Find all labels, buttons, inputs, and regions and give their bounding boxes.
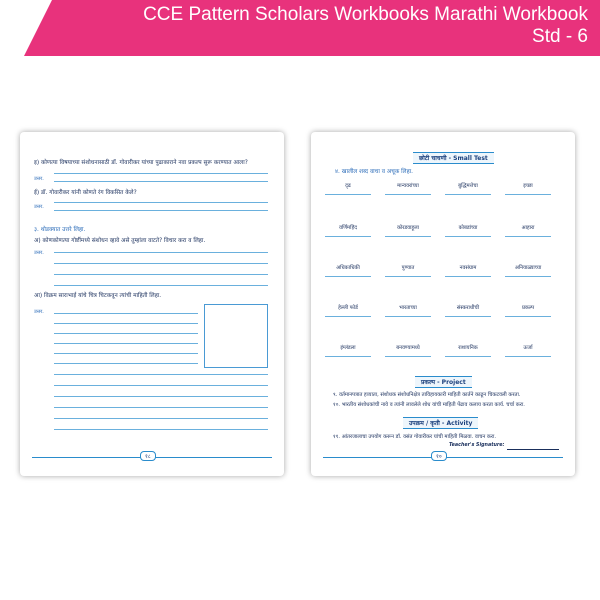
project-heading: प्रकल्प - Project <box>415 376 472 388</box>
word-item: इच्छा <box>523 183 533 189</box>
write-line <box>445 356 491 357</box>
write-line <box>325 316 371 317</box>
answer-line <box>54 385 268 386</box>
answer-line <box>54 343 198 344</box>
page-number: १८ <box>140 451 156 461</box>
answer-label: उत्तर. <box>34 250 44 256</box>
word-item: हेल्ली फोर्ड <box>338 305 358 311</box>
activity-heading: उपक्रम / कृती - Activity <box>403 417 478 429</box>
question-4: ४. खालील शब्द वाचा व अचूक लिहा. <box>335 169 414 175</box>
answer-line <box>54 374 268 375</box>
word-item: कोबडांच्या <box>458 225 478 231</box>
answer-line <box>54 363 198 364</box>
small-test-heading: छोटी चाचणी - Small Test <box>413 152 494 164</box>
answer-label: उत्तर. <box>34 176 44 182</box>
question-b: ई) डॉ. गोवारीकर यांनी कोणते रंग विकसित केले? <box>34 190 137 196</box>
answer-line <box>54 173 268 174</box>
answer-line <box>54 418 268 419</box>
write-line <box>505 316 551 317</box>
write-line <box>505 194 551 195</box>
word-item: अनियाळ्याच्या <box>514 265 542 271</box>
write-line <box>505 276 551 277</box>
write-line <box>385 236 431 237</box>
answer-line <box>54 323 198 324</box>
answer-line <box>54 263 268 264</box>
write-line <box>385 316 431 317</box>
answer-line <box>54 202 268 203</box>
write-line <box>385 356 431 357</box>
header-banner <box>0 0 600 56</box>
photo-paste-box <box>204 304 268 368</box>
answer-label: उत्तर. <box>34 204 44 210</box>
project-item: ९. वर्तमानपत्रात हव्याता, संशोधक संशोधनिक्षेत्र ताविहायकारी माहिती कार्तने काढून चिकटवली करता. <box>333 392 521 398</box>
workbook-page-left <box>20 132 284 476</box>
write-line <box>505 356 551 357</box>
write-line <box>445 194 491 195</box>
answer-line <box>54 252 268 253</box>
answer-line <box>54 285 268 286</box>
word-item: इंग्लंडला <box>340 345 356 351</box>
word-item: दृढ <box>345 183 351 189</box>
write-line <box>325 276 371 277</box>
answer-line <box>54 407 268 408</box>
word-item: संस्कराधीची <box>456 305 480 311</box>
write-line <box>445 236 491 237</box>
answer-line <box>54 181 268 182</box>
banner-title-line1: CCE Pattern Scholars Workbooks Marathi Workbook <box>143 4 588 25</box>
word-item: आहारा <box>521 225 535 231</box>
word-item: मान्यवरांच्या <box>397 183 419 189</box>
word-item: कोरडवाहूला <box>396 225 420 231</box>
write-line <box>325 236 371 237</box>
answer-line <box>54 313 198 314</box>
answer-line <box>54 396 268 397</box>
question-c: अ) कोणकोणत्या गोष्टींमध्ये संशोधन व्हावे असे तुम्हांला वाटते? विचार करा व लिहा. <box>34 238 206 244</box>
teacher-signature-label: Teacher's Signature: <box>449 443 505 448</box>
write-line <box>325 194 371 195</box>
write-line <box>325 356 371 357</box>
word-item: पुण्यात <box>401 265 415 271</box>
answer-line <box>54 210 268 211</box>
banner-title-line2: Std - 6 <box>532 26 588 47</box>
word-item: नवसंग्राम <box>459 265 477 271</box>
write-line <box>385 194 431 195</box>
word-item: भारताच्या <box>399 305 417 311</box>
section-3-title: ३. थोडक्यात उत्तरे लिहा. <box>34 227 86 233</box>
signature-line <box>507 449 559 450</box>
write-line <box>385 276 431 277</box>
word-item: वर्णिमहिंद <box>339 225 357 231</box>
question-d: आ) विक्रम साराभाई यांचे चित्र चिटकवून त्यांची माहिती लिहा. <box>34 293 162 299</box>
write-line <box>445 276 491 277</box>
workbook-page-right <box>311 132 575 476</box>
write-line <box>505 236 551 237</box>
page-number: १० <box>431 451 447 461</box>
word-item: ऊर्जा <box>523 345 533 351</box>
word-item: बनवण्यामध्ये <box>396 345 420 351</box>
answer-line <box>54 333 198 334</box>
answer-line <box>54 353 198 354</box>
answer-line <box>54 429 268 430</box>
write-line <box>445 316 491 317</box>
word-item: अधिकाधिकी <box>336 265 360 271</box>
answer-label: उत्तर. <box>34 309 44 315</box>
word-item: प्रकल्प <box>521 305 535 311</box>
answer-line <box>54 274 268 275</box>
project-item: १०. भारतीय संशोधकांची नावे व त्यांनी लावलेले शोध यांची माहिती पेंढाव कलाय करता कार्य. चर्चा करा. <box>333 402 525 408</box>
activity-item: ११. आंतरजालाचा उपयोग करून डॉ. वसंत गोवारीकर यांची माहिती मिळवा. वाचन करा. <box>333 434 496 440</box>
question-a: इ) कोणत्या विषयाच्या संशोधनासाठी डॉ. गोवारीकर यांच्या पुढाकाराने नवा प्रकल्प सुरू करण्यात आला? <box>34 160 248 166</box>
word-item: बुद्धिमत्तेचा <box>458 183 478 189</box>
word-item: राशायनिक <box>458 345 478 351</box>
banner-title <box>143 4 588 48</box>
